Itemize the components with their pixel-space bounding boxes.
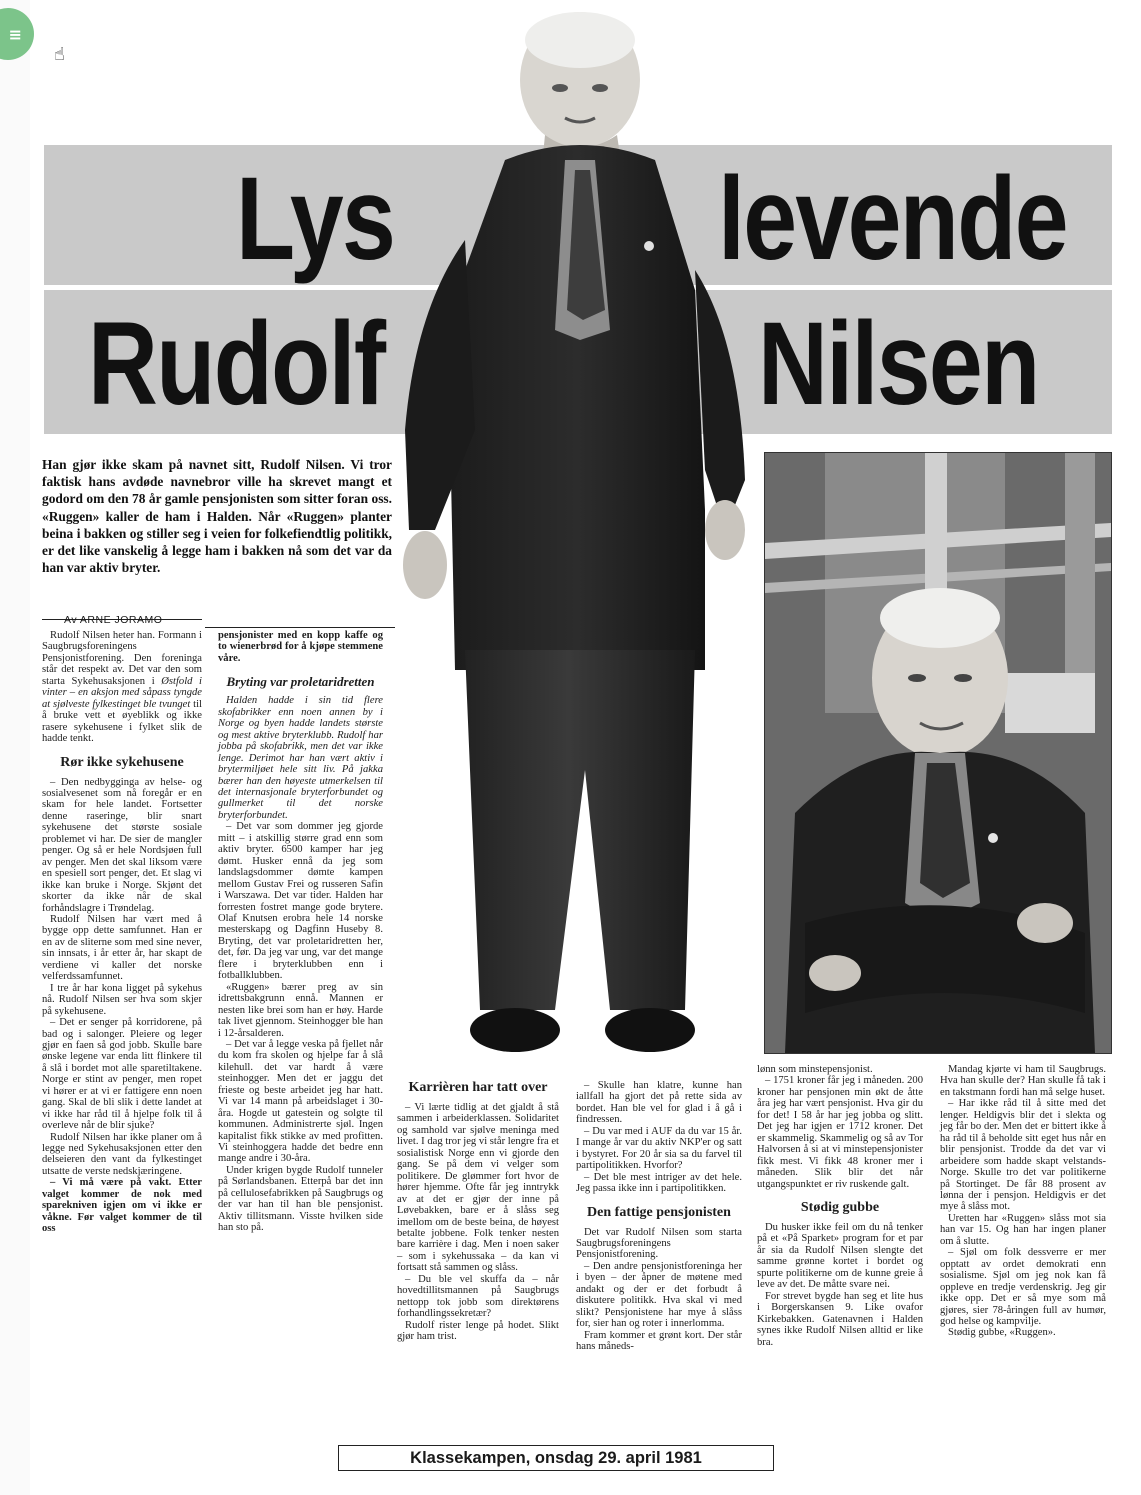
- col4-paragraph: Fram kommer et grønt kort. Der står hans måneds-: [576, 1329, 742, 1353]
- col5-paragraph: – 1751 kroner får jeg i måneden. 200 kroner har pensjonen min økt de åtte åra jeg har vært pensjonist. Hva gir du for det! I 58 år har jeg jobba og slitt. Det jeg har igjen er 1712 kroner. Det er skammelig. Skammelig og så av Tor Halvorsen å si at vi minstepensjonister fikk mest. Vi fikk 48 kroner mer i måneden. Slik blir det når utgangspunktet er riv ruskende galt.: [757, 1075, 923, 1190]
- col2-paragraph: Under krigen bygde Rudolf tunneler på Sørlandsbanen. Etterpå bar det inn på cellulosefabrikken på Saugbrugs og der var han til han ble pensjonist. Aktiv tillitsmann. Visste hvilken side han sto på.: [218, 1164, 383, 1234]
- left-edge: [0, 0, 30, 1495]
- subheading-den-fattige-pensjonisten: Den fattige pensjonisten: [587, 1204, 731, 1220]
- headline-word-lys: Lys: [236, 153, 395, 285]
- headline-word-rudolf: Rudolf: [88, 298, 385, 430]
- col1-text-italic: Østfold i vinter – en aksjon med såpass tyngde at sjølveste fylkestinget ble tvunget: [42, 675, 203, 710]
- col5-paragraph: Du husker ikke feil om du nå tenker på et «På Sparket» program for et par år sia da Rudolf Nilsen slengte det samme grønne kortet i bordet og spurte politikerne om de kunne greie å leve av det. De måtte svare nei.: [757, 1221, 923, 1291]
- subheading-ror-ikke-sykehusene: Rør ikke sykehusene: [60, 754, 184, 770]
- col6-paragraph: – Har ikke råd til å sitte med det lenger. Heldigvis blir det i slekta og jeg får bo der. Men det er bittert ikke å ha råd til å beholde sitt eget hus når en blir pensjonist. Trodde da det var vi arbeidere som hadde skapt velstands-Norge. Skulle tro det var politikerne på Stortinget. De får 88 prosent av lønna der i pensjon. Heldigvis er det mye å slåss mot.: [940, 1098, 1106, 1213]
- col4-paragraph: – Du var med i AUF da du var 15 år. I mange år var du aktiv NKP'er og satt i bystyret. For 20 år sia sa du farvel til partipolitikken. Hvorfor?: [576, 1125, 742, 1172]
- col3-paragraph: – Vi lærte tidlig at det gjaldt å stå sammen i arbeiderklassen. Solidaritet og samhold var sjølve meninga med livet. I dag tror jeg vi står lengre fra et sosialistisk Norge enn vi gjorde den gang. Se på dem vi velger som politikere. De glømmer fort hvor de hører hjemme. Ofte får jeg inntrykk av at det er gjør der inne på Løvebakken, bare er å slåss seg imellom om de beste beina, de høyest betalte jobbene. Folk tenker nesten bare karrière i dag. Men i noen saker – som i sykehussaka – da kan vi fortsatt stå sammen og slåss.: [397, 1102, 559, 1274]
- byline-rule-right: [205, 627, 395, 628]
- col2-paragraph: – Det var som dommer jeg gjorde mitt – i atskillig større grad enn som aktiv bryter. 6500 kamper har jeg dømt. Husker ennå da jeg som landslagsdommer dømte kampen mellom Gustav Frei og russeren Safin i Warszawa. Det var tider. Halden har forresten fostret mange gode brytere. Olaf Knutsen erobra hele 14 norske mesterskapg og Dagfinn Huseby 8. Bryting, det var proletaridretten her, det, før. Da jeg var ung, var det mange flere i bryterklubben enn i fotballklubben.: [218, 821, 383, 982]
- subheading-karrieren: Karrièren har tatt over: [408, 1080, 548, 1095]
- col2-paragraph-italic: Halden hadde i sin tid flere skofabrikker enn noen annen by i Norge og byen hadde landets største og mest aktive bryterklubb. Rudolf har jobba på skofabrikk, men det var ikke lenge. Derimot har han vært aktiv i brytermiljøet hele sitt liv. På jakka bærer han den høyeste utmerkelsen til det internasjonale bryterforbundet og gullmerket til det norske bryterforbundet.: [218, 695, 383, 821]
- article-column-3: [397, 1080, 559, 1343]
- col6-paragraph: Stødig gubbe, «Ruggen».: [948, 1327, 1056, 1339]
- col2-paragraph: – Det var å legge veska på fjellet når du kom fra skolen og hjelpe far å slå kilehull. det var hardt å være steinhogger. Men det er jaggu det frieste og beste arbeidet jeg har hatt. Vi var 14 mann på arbeidslaget i 30-åra. Hogde ut gatestein og solgte til kommunen. Administrerte sjøl. Ingen kapitalist fikk stikke av med profitten. Vi steinhoggera hadde det bedre enn mange andre i 30-åra.: [218, 1038, 383, 1165]
- col1-paragraph: Rudolf Nilsen har vært med å bygge opp dette samfunnet. Han er en av de sliterne som med sine never, sin innsats, i år etter år, har skapt de verdiene vi kaller det norske velferdssamfunnet.: [42, 913, 202, 983]
- col6-paragraph: – Sjøl om folk dessverre er mer opptatt av ordet demokrati enn sosialisme. Sjøl om jeg nok kan få oppleve en tredje verdenskrig. Jeg gir ikke opp. Det er så mye som må gjøres, sier 78-åringen full av humør, god helse og kampvilje.: [940, 1247, 1106, 1327]
- menu-icon: ≡: [8, 24, 22, 44]
- subheading-bryting: Bryting var proletaridretten: [226, 674, 375, 690]
- col4-paragraph: – Det ble mest intriger av det hele. Jeg passa ikke inn i partipolitikken.: [576, 1171, 742, 1195]
- headline-word-nilsen: Nilsen: [758, 298, 1039, 430]
- standing-man-photo: [395, 10, 755, 1070]
- subheading-stodig-gubbe: Stødig gubbe: [800, 1199, 880, 1215]
- col3-paragraph: – Du ble vel skuffa da – når hovedtillitsmannen på Saugbrugs nettopp tok jobb som direktørens forhandlingssekretær?: [397, 1273, 559, 1320]
- col3-paragraph: Rudolf rister lenge på hodet. Slikt gjør ham trist.: [397, 1319, 559, 1343]
- lead-paragraph: Han gjør ikke skam på navnet sitt, Rudolf Nilsen. Vi tror faktisk hans avdøde navnebror ville ha skrevet mangt et godord om den 78 år gamle pensjonisten som sitter foran oss. «Ruggen» kaller de ham i Halden. Når «Ruggen» planter beina i bakken og stiller seg i veien for folkefiendtlig politikk, er det like vanskelig å legge ham i bakken nå som det var da han var aktiv bryter.: [42, 457, 392, 576]
- col6-paragraph: Mandag kjørte vi ham til Saugbrugs. Hva han skulle der? Han skulle få tak i en takstmann fordi han må selge huset.: [940, 1064, 1106, 1098]
- article-column-6: [940, 1064, 1106, 1339]
- col1-paragraph-bold: – Vi må være på vakt. Etter valget kommer de nok med sparekniven igjen om vi ikke er våkne. Før valget kommer de til oss: [42, 1177, 202, 1235]
- article-column-5: [757, 1064, 923, 1348]
- col5-paragraph: lønn som minstepensjonist.: [757, 1064, 873, 1075]
- col1-paragraph: – Den nedbygginga av helse- og sosialvesenet som nå foregår er en skam for hele landet. Fortsetter denne raseringe, blir snart sykehusene det største sosiale problemet vi har. De sier de mangler penger. Og så er hele Nordsjøen full av penger. Men det skal liksom være en spesiell sort penger, det. Et slag vi ikke kan bruke i Norge. Skjønt det skorter da ikke når de skal forhåndslagre i Trøndelag.: [42, 776, 202, 914]
- col1-paragraph: I tre år har kona ligget på sykehus nå. Rudolf Nilsen ser hva som skjer på sykehusene.: [42, 982, 202, 1017]
- source-caption: Klassekampen, onsdag 29. april 1981: [338, 1445, 774, 1471]
- seated-man-photo: [764, 452, 1112, 1054]
- article-column-2: [218, 630, 383, 1234]
- col4-paragraph: – Den andre pensjonistforeninga her i byen – der åpner de møtene med andakt og der er det forbudt å diskutere politikk. Hva skal vi med slikt? Pensjonistene har mye å slåss for, sier han og roter i innerlomma.: [576, 1260, 742, 1330]
- col1-text: til å bruke vett et øyeblikk og ikke rasere sykehusene i fylket slik de hadde tenkt.: [42, 698, 202, 745]
- article-column-1: [42, 630, 202, 1235]
- col1-text: Rudolf Nilsen heter han. Formann i Saugbrugsforeningens Pensjonistforening. Den foreninga står det respekt av. Det var den som starta Sykehusaksjonen i: [42, 630, 202, 687]
- col5-paragraph: For strevet bygde han seg et lite hus i Borgerskansen 9. Like ovafor Kirkebakken. Gatenavnen i Halden synes ikke Rudolf Nilsen alltid er like bra.: [757, 1290, 923, 1348]
- col2-paragraph: «Ruggen» bærer preg av sin idrettsbakgrunn ennå. Mannen er nesten like brei som han er høy. Harde tak livet gjennom. Steinhogger ble han i 12-årsalderen.: [218, 981, 383, 1039]
- col6-paragraph: Uretten har «Ruggen» slåss mot sia han var 15. Og han har ingen planer om å slutte.: [940, 1212, 1106, 1247]
- headline-word-levende: levende: [718, 153, 1067, 285]
- col1-paragraph: – Det er senger på korridorene, på bad og i salonger. Pleiere og leger gjør en faen så god jobb. Skulle bare ønske legene var enda litt flinkere til å slå i bordet mot alle sparetiltakene. Norge er stint av penger, men ropet vi hører er at vi er fattigere enn noen gang. Skal de bli slik i dette landet at vi ikke har råd til å hjelpe folk til å overleve når de blir sjuke?: [42, 1017, 202, 1132]
- article-column-4: [576, 1080, 742, 1353]
- hand-cursor-icon: ☝: [54, 44, 65, 65]
- col4-paragraph: – Skulle han klatre, kunne han iallfall ha gjort det på rette sida av bordet. Han ble vel for glad i å gå i findressen.: [576, 1080, 742, 1126]
- byline: Av ARNE JORAMO: [64, 614, 163, 626]
- col2-paragraph-bold: pensjonister med en kopp kaffe og to wienerbrød for å kjøpe stemmene våre.: [218, 630, 383, 664]
- col1-paragraph: Rudolf Nilsen har ikke planer om å legge ned Sykehusaksjonen etter den delseieren den vant da fylkestinget utsatte de verste nedskjæringene.: [42, 1131, 202, 1177]
- col4-paragraph: Det var Rudolf Nilsen som starta Saugbrugsforeningens Pensjonistforening.: [576, 1226, 742, 1261]
